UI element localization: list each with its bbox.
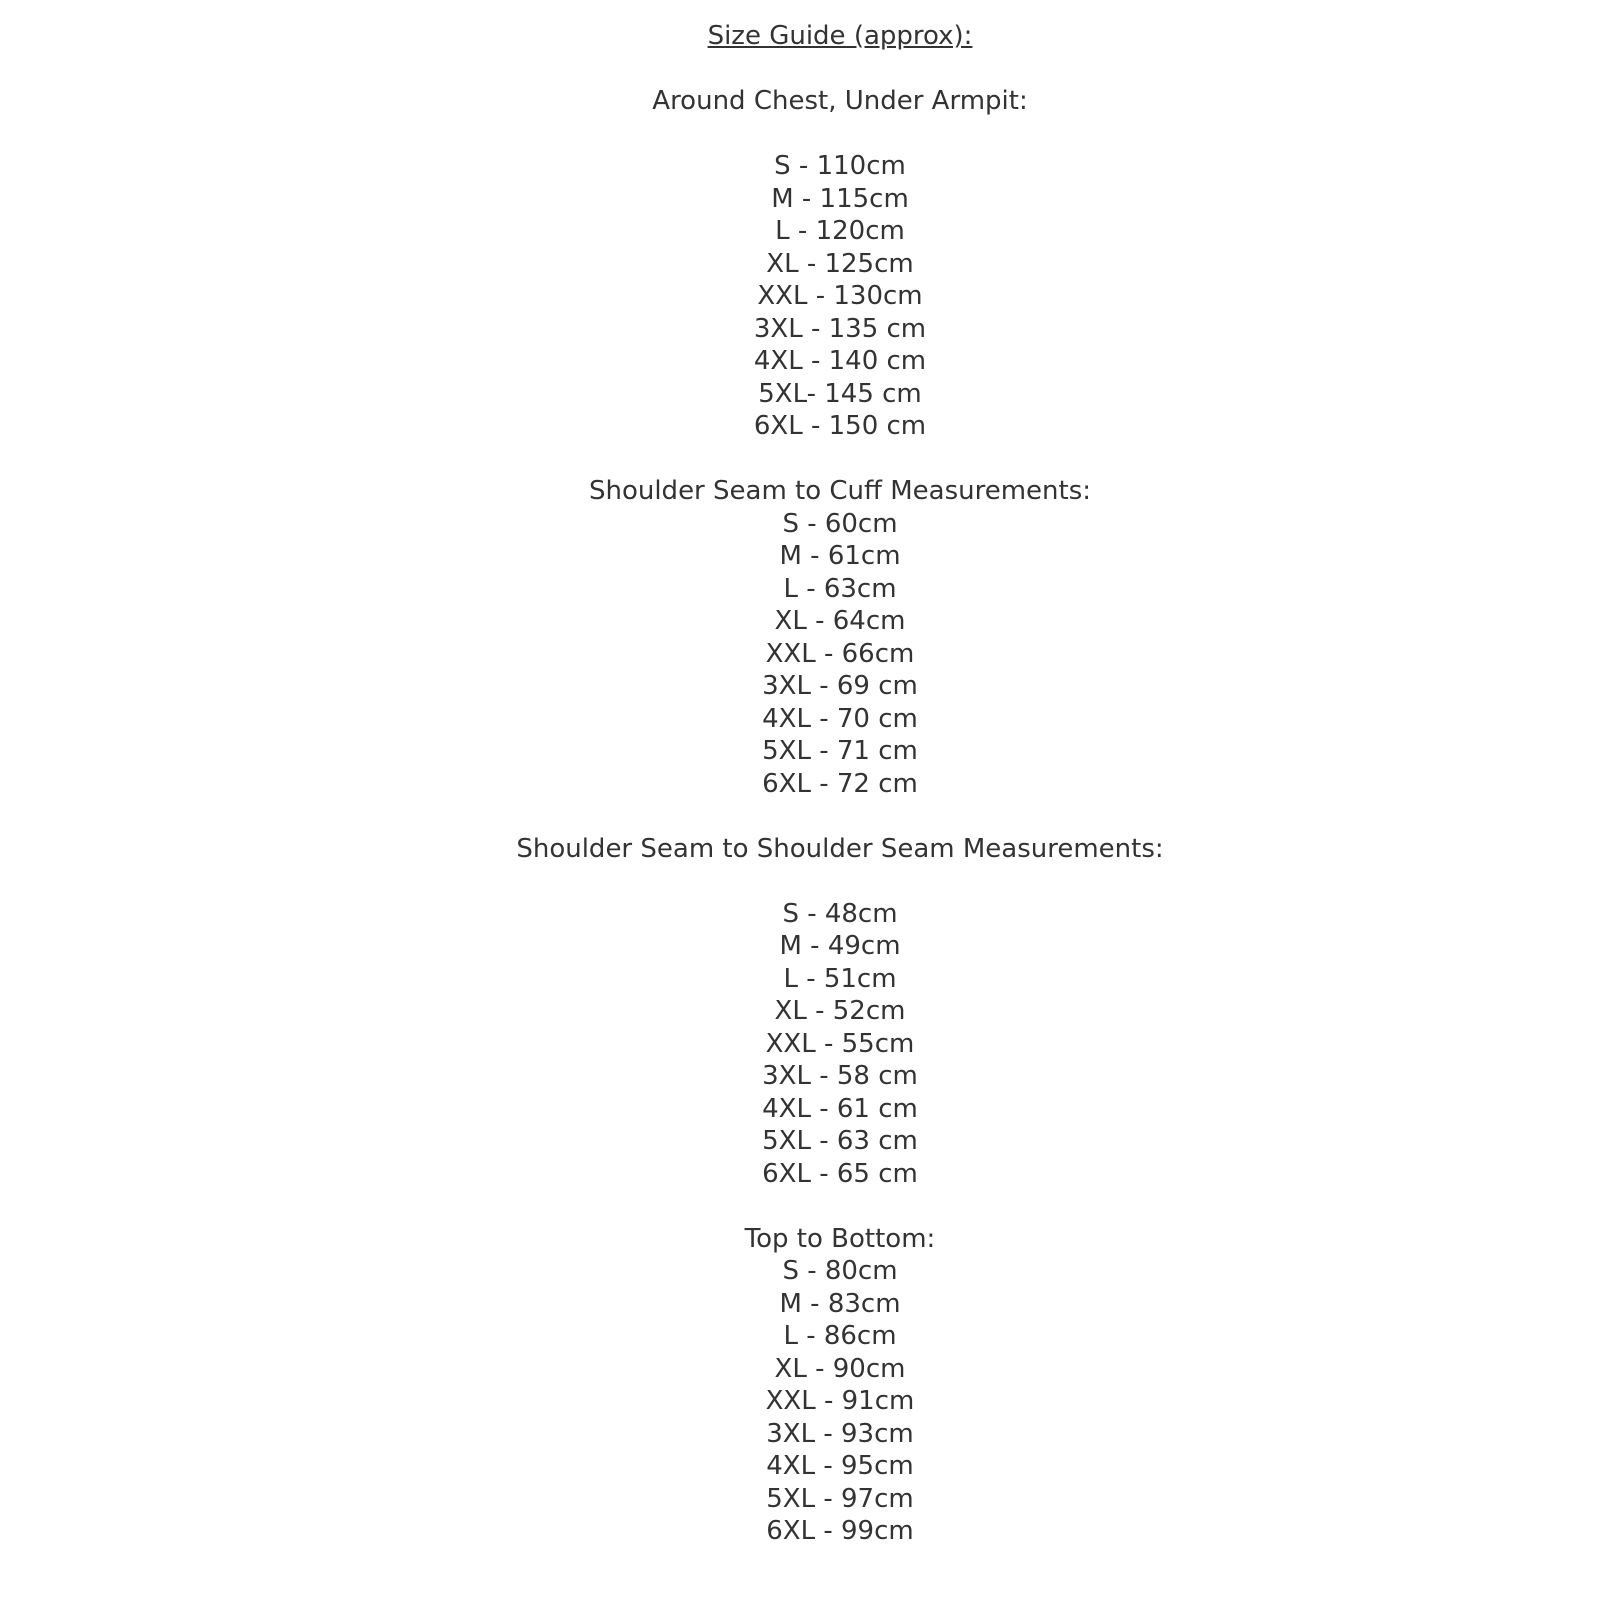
size-line: S - 80cm	[782, 1256, 898, 1286]
size-line: M - 61cm	[779, 541, 901, 571]
size-line: M - 49cm	[779, 931, 901, 961]
section-around-chest	[40, 85, 1600, 443]
size-line: 5XL - 63 cm	[762, 1126, 918, 1156]
size-line: XXL - 55cm	[765, 1028, 915, 1059]
size-line: 3XL - 69 cm	[762, 671, 918, 701]
size-line: 3XL - 135 cm	[753, 313, 927, 344]
size-line: 4XL - 61 cm	[762, 1093, 918, 1124]
size-line: XXL - 91cm	[765, 1386, 915, 1416]
size-line: 5XL - 97cm	[766, 1483, 914, 1514]
size-line: 4XL - 140 cm	[753, 346, 927, 376]
section-heading-shoulder-to-cuff: Shoulder Seam to Cuff Measurements:	[588, 476, 1092, 506]
size-line: L - 51cm	[783, 963, 897, 994]
section-heading-top-to-bottom: Top to Bottom:	[744, 1223, 936, 1254]
size-guide-document	[40, 0, 1600, 1548]
size-line: XL - 125cm	[766, 248, 914, 279]
size-line: 5XL- 145 cm	[758, 378, 922, 409]
section-heading-around-chest: Around Chest, Under Armpit:	[652, 86, 1028, 116]
size-line: S - 110cm	[774, 151, 906, 181]
size-line: M - 83cm	[779, 1288, 901, 1319]
size-line: 5XL - 71 cm	[762, 736, 918, 766]
size-line: 6XL - 150 cm	[753, 411, 927, 441]
size-line: 3XL - 58 cm	[762, 1061, 918, 1091]
size-list-around-chest	[40, 150, 1600, 443]
size-line: 4XL - 95cm	[766, 1451, 914, 1481]
section-shoulder-to-cuff	[40, 475, 1600, 800]
size-list-shoulder-to-cuff	[40, 508, 1600, 801]
size-line: XXL - 130cm	[757, 281, 923, 311]
size-line: 3XL - 93cm	[766, 1418, 914, 1449]
size-line: M - 115cm	[771, 183, 909, 214]
size-line: XXL - 66cm	[765, 638, 915, 669]
section-heading-shoulder-to-shoulder: Shoulder Seam to Shoulder Seam Measurements:	[516, 833, 1164, 864]
size-line: S - 60cm	[782, 508, 898, 539]
size-line: 6XL - 72 cm	[762, 768, 918, 799]
size-line: XL - 52cm	[774, 996, 906, 1026]
size-line: L - 86cm	[783, 1321, 897, 1351]
section-shoulder-to-shoulder	[40, 833, 1600, 1191]
page-title: Size Guide (approx):	[707, 21, 973, 51]
size-list-top-to-bottom	[40, 1255, 1600, 1548]
size-line: 4XL - 70 cm	[762, 703, 918, 734]
size-line: L - 63cm	[783, 573, 897, 604]
section-top-to-bottom	[40, 1223, 1600, 1548]
size-line: 6XL - 65 cm	[762, 1158, 918, 1189]
size-list-shoulder-to-shoulder	[40, 898, 1600, 1191]
size-line: L - 120cm	[775, 216, 905, 246]
size-line: XL - 90cm	[774, 1353, 906, 1384]
size-line: 6XL - 99cm	[766, 1516, 914, 1546]
size-line: S - 48cm	[782, 898, 898, 929]
size-line: XL - 64cm	[774, 606, 906, 636]
